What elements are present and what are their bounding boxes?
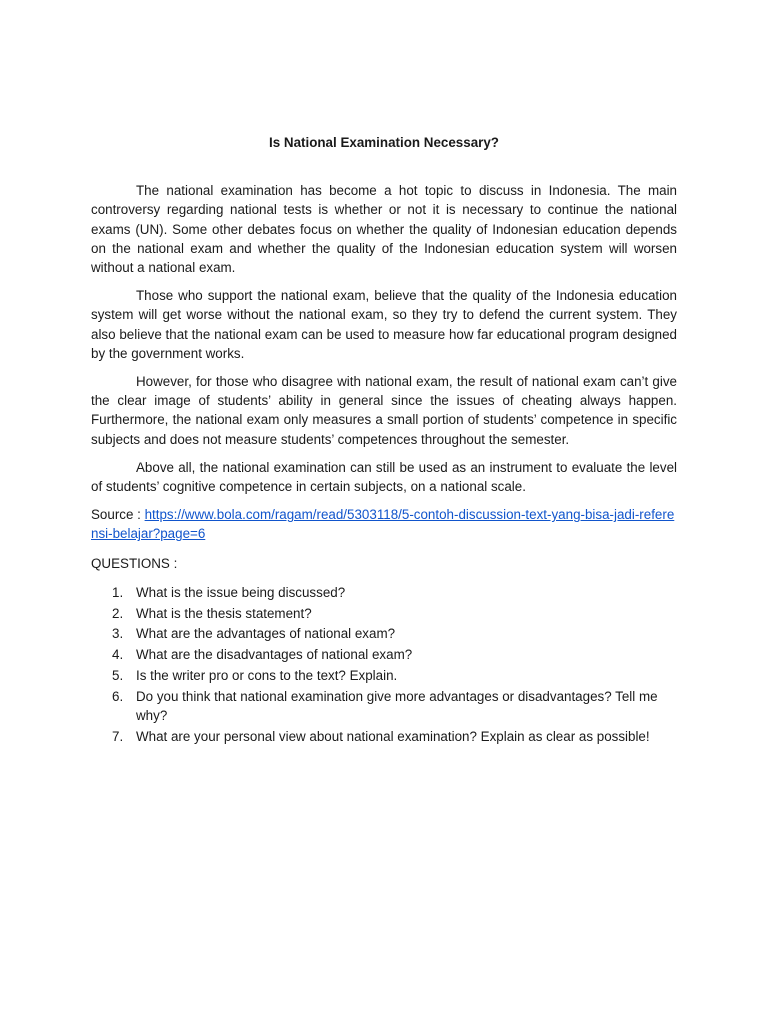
source-label: Source : <box>91 507 145 523</box>
questions-list <box>91 583 677 746</box>
question-text: What are the advantages of national exam? <box>136 626 396 642</box>
questions-heading: QUESTIONS : <box>91 555 178 571</box>
question-number: 4. <box>112 647 124 663</box>
paragraph-4: Above all, the national examination can still be used as an instrument to evaluate the level of students’ cognitive competence in certain subjects, on a national scale. <box>91 459 677 495</box>
paragraph-1: The national examination has become a hot topic to discuss in Indonesia. The main controversy regarding national tests is whether or not it is necessary to continue the national exams (UN). Some other debates focus on whether the quality of Indonesian education depends on the national exam and whether the quality of the Indonesian education system will worsen without a national exam. <box>91 183 677 276</box>
question-number: 3. <box>112 626 124 642</box>
question-item <box>91 666 677 685</box>
question-number: 1. <box>112 584 124 600</box>
question-text: Do you think that national examination give more advantages or disadvantages? Tell me why? <box>136 688 658 724</box>
question-number: 5. <box>112 668 124 684</box>
document-body <box>91 133 677 748</box>
question-item <box>91 645 677 664</box>
source-link[interactable]: https://www.bola.com/ragam/read/5303118/5-contoh-discussion-text-yang-bisa-jadi-referensi-belajar?page=6 <box>91 507 675 542</box>
question-item <box>91 727 677 746</box>
question-text: What are the disadvantages of national exam? <box>136 647 413 663</box>
source-line <box>91 505 677 543</box>
question-text: Is the writer pro or cons to the text? Explain. <box>136 668 398 684</box>
question-text: What are your personal view about national examination? Explain as clear as possible! <box>136 728 650 744</box>
question-item <box>91 604 677 623</box>
question-text: What is the thesis statement? <box>136 605 312 621</box>
paragraph-3: However, for those who disagree with national exam, the result of national exam can’t give the clear image of students’ ability in general since the issues of cheating always happen. Furthermore, the national exam only measures a small portion of students’ competence in specific subjects and does not measure students’ competences throughout the semester. <box>91 374 677 447</box>
question-item <box>91 583 677 602</box>
document-title: Is National Examination Necessary? <box>269 135 499 150</box>
paragraph-2: Those who support the national exam, believe that the quality of the Indonesia education system will get worse without the national exam, so they try to defend the current system. They also believe that the national exam can be used to measure how far educational program designed by the government works. <box>91 288 677 361</box>
question-number: 2. <box>112 605 124 621</box>
question-text: What is the issue being discussed? <box>136 584 346 600</box>
question-item <box>91 624 677 643</box>
question-item <box>91 687 677 725</box>
question-number: 7. <box>112 728 124 744</box>
question-number: 6. <box>112 688 124 704</box>
